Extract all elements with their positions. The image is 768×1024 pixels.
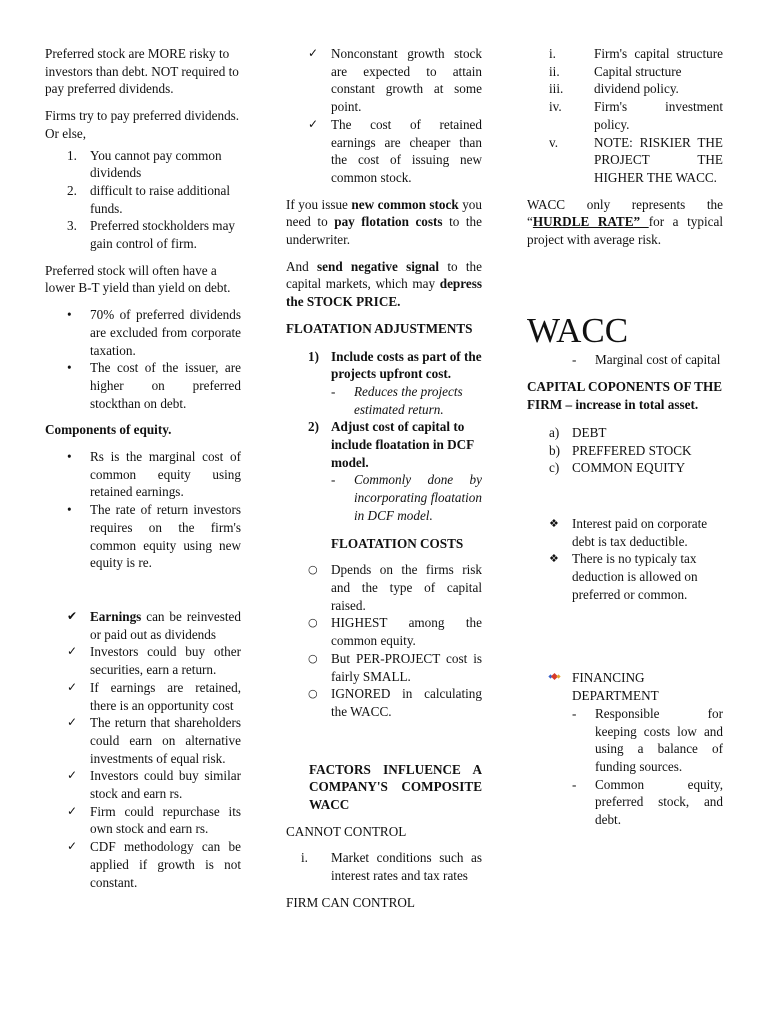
list-item: ✓ CDF methodology can be applied if growth is not constant. xyxy=(45,838,241,891)
bullet-icon: • xyxy=(67,502,72,518)
list-item: b) PREFFERED STOCK xyxy=(549,442,692,458)
list-item: 2) Adjust cost of capital to include floatation in DCF model. xyxy=(308,419,474,470)
list-item: ✓ Firm could repurchase its own stock and earn rs. xyxy=(45,803,241,838)
circle-bullet-icon: ○ xyxy=(308,563,318,577)
list-item: ○ But PER-PROJECT cost is fairly SMALL. xyxy=(286,650,482,685)
list-item: 2. difficult to raise additional funds. xyxy=(67,182,231,216)
marginal-cost-item: - Marginal cost of capital xyxy=(572,351,721,367)
list-item: • Rs is the marginal cost of common equity using retained earnings. xyxy=(45,448,241,501)
preferred-risk-paragraph: Preferred stock are MORE risky to investors than debt. NOT required to pay preferred dividends. xyxy=(45,46,239,97)
new-stock-paragraph: If you issue new common stock you need to pay flotation costs to the underwriter. xyxy=(286,196,483,248)
negative-signal-paragraph: And send negative signal to the capital markets, which may depress the STOCK PRICE. xyxy=(286,258,483,310)
floatation-adjustments-heading: FLOATATION ADJUSTMENTS xyxy=(286,320,473,336)
column-3 xyxy=(527,45,723,829)
checkmark-icon: ✔ xyxy=(67,608,78,623)
list-item: iv. Firm's investment policy. xyxy=(549,99,723,132)
cannot-control-list xyxy=(286,849,482,884)
hurdle-rate-paragraph: WACC only represents the “HURDLE RATE” for a typical project with average risk. xyxy=(527,196,723,248)
list-item: • The rate of return investors requires on the firm's common equity using new equity is re. xyxy=(45,501,241,572)
checkmark-icon: ✓ xyxy=(308,116,319,131)
sub-item: - Reduces the projects estimated return. xyxy=(331,383,463,417)
list-item: • 70% of preferred dividends are excluded from corporate taxation. xyxy=(45,306,241,359)
firm-can-control-heading: FIRM CAN CONTROL xyxy=(286,894,415,910)
list-item: ii. Capital structure xyxy=(549,63,682,79)
pay-dividends-paragraph: Firms try to pay preferred dividends. Or else, xyxy=(45,108,240,141)
growth-checklist xyxy=(286,45,482,187)
adjustments-list xyxy=(286,348,482,525)
list-item: ○ HIGHEST among the common equity. xyxy=(286,614,482,649)
diamond-bullet-icon: ❖ xyxy=(549,516,559,530)
list-item: ✓ The return that shareholders could earn on alternative investments of equal risk. xyxy=(45,714,241,767)
preferred-bullets xyxy=(45,306,241,412)
colored-diamond-bullet-icon xyxy=(549,671,561,683)
circle-bullet-icon: ○ xyxy=(308,687,318,701)
factors-heading: FACTORS INFLUENCE A COMPANY'S COMPOSITE WACC xyxy=(309,761,482,813)
list-item: i. Firm's capital structure xyxy=(549,46,723,61)
list-item: 3. Preferred stockholders may gain control of firm. xyxy=(67,218,236,252)
list-item: ✓ Nonconstant growth stock are expected to attain constant growth at some point. xyxy=(286,45,482,116)
list-item: iii. dividend policy. xyxy=(549,81,679,97)
earnings-checklist xyxy=(45,608,241,891)
list-item: 1. You cannot pay common dividends xyxy=(67,147,222,181)
circle-bullet-icon: ○ xyxy=(308,651,318,665)
capital-components-heading: CAPITAL COPONENTS OF THE FIRM – increase in total asset. xyxy=(527,379,723,413)
checkmark-icon: ✓ xyxy=(67,768,78,783)
checkmark-icon: ✓ xyxy=(67,839,78,854)
checkmark-icon: ✓ xyxy=(67,803,78,818)
list-item: ○ IGNORED in calculating the WACC. xyxy=(286,685,482,720)
list-item: v. NOTE: RISKIER THE PROJECT THE HIGHER THE WACC. xyxy=(549,134,723,185)
list-item: ✓ If earnings are retained, there is an opportunity cost xyxy=(45,679,241,714)
list-item: ❖ Interest paid on corporate debt is tax deductible. xyxy=(527,515,723,550)
tax-list xyxy=(527,515,723,604)
diamond-bullet-icon: ❖ xyxy=(549,552,559,566)
list-item: 1) Include costs as part of the projects upfront cost. xyxy=(308,348,482,382)
column-2 xyxy=(286,45,482,921)
bullet-icon: • xyxy=(67,360,72,376)
list-item: i. Market conditions such as interest rates and tax rates xyxy=(301,850,482,884)
bullet-icon: • xyxy=(67,307,72,323)
components-heading: Components of equity. xyxy=(45,422,172,438)
checkmark-icon: ✓ xyxy=(308,46,319,60)
equity-bullets xyxy=(45,448,241,572)
cannot-control-heading: CANNOT CONTROL xyxy=(286,823,407,839)
list-item: ✓ The cost of retained earnings are cheaper than the cost of issuing new common stock. xyxy=(286,116,482,187)
financing-list xyxy=(527,705,723,829)
circle-bullet-icon: ○ xyxy=(308,616,318,630)
firm-control-list xyxy=(527,45,723,187)
financing-heading: FINANCING DEPARTMENT xyxy=(527,669,723,704)
checkmark-icon: ✓ xyxy=(67,715,78,730)
costs-list xyxy=(286,561,482,720)
sub-item: - Common equity, preferred stock, and debt. xyxy=(572,776,723,828)
column-1 xyxy=(45,45,241,891)
list-item: ○ Dpends on the firms risk and the type of capital raised. xyxy=(286,561,482,614)
list-item: • The cost of the issuer, are higher on preferred stockthan on debt. xyxy=(45,359,241,412)
list-item: ❖ There is no typicaly tax deduction is allowed on preferred or common. xyxy=(527,550,723,603)
floatation-costs-heading: FLOATATION COSTS xyxy=(331,535,464,551)
list-item: ✓ Investors could buy similar stock and earn rs. xyxy=(45,767,241,802)
bullet-icon: • xyxy=(67,449,72,465)
checkmark-icon: ✓ xyxy=(67,679,78,694)
sub-item: - Commonly done by incorporating floatation in DCF model. xyxy=(331,472,482,523)
list-item: a) DEBT xyxy=(549,424,607,440)
yield-paragraph: Preferred stock will often have a lower B-T yield than yield on debt. xyxy=(45,262,231,296)
list-item: ✔ Earnings can be reinvested or paid out as dividends xyxy=(45,608,241,643)
list-item: ✓ Investors could buy other securities, earn a return. xyxy=(45,643,241,678)
consequences-list xyxy=(45,147,241,253)
wacc-title: WACC xyxy=(527,310,629,350)
capital-components-list xyxy=(527,424,723,477)
checkmark-icon: ✓ xyxy=(67,644,78,659)
list-item: c) COMMON EQUITY xyxy=(549,460,686,476)
sub-item: - Responsible for keeping costs low and using a balance of funding sources. xyxy=(572,705,723,774)
